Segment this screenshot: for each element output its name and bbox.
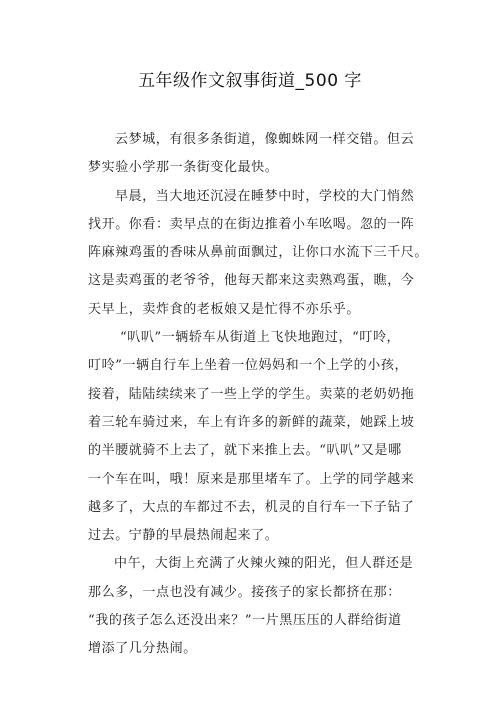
text-line: 阵麻辣鸡蛋的香味从鼻前面飘过，让你口水流下三千尺。 xyxy=(88,245,429,261)
text-line: 那么多，一点也没有减少。接孩子的家长都挤在那： xyxy=(88,584,401,600)
text-line: 中午，大街上充满了火辣火辣的阳光，但人群还是 xyxy=(114,556,414,572)
text-line: 这是卖鸡蛋的老爷爷，他每天都来这卖熟鸡蛋，瞧，今 xyxy=(88,273,415,289)
text-line: 早晨，当大地还沉浸在睡梦中时，学校的大门悄然 xyxy=(115,188,415,204)
text-line: 着三轮车骑过来，车上有许多的新鲜的蔬菜，她踩上坡 xyxy=(88,414,415,430)
text-line: “我的孩子怎么还没出来？”一片黑压压的人群给街道 xyxy=(88,613,402,629)
text-line: 的半腰就骑不上去了，就下来推上去。“叭叭”又是哪 xyxy=(88,443,402,459)
text-line: 越多了，大点的车都过不去，机灵的自行车一下子钻了 xyxy=(88,499,415,515)
document-title: 五年级作文叙事街道_500 字 xyxy=(138,71,362,91)
text-line: 天早上，卖炸食的老板娘又是忙得不亦乐乎。 xyxy=(88,301,361,317)
text-line: 一个车在叫，哦！原来是那里堵车了。上学的同学越来 xyxy=(88,471,415,487)
text-line: 叮呤”一辆自行车上坐着一位妈妈和一个上学的小孩， xyxy=(88,358,409,374)
text-line: 增添了几分热闹。 xyxy=(88,641,197,657)
text-line: 接着，陆陆续续来了一些上学的学生。卖菜的老奶奶拖 xyxy=(88,386,415,402)
text-line: 梦实验小学那一条街变化最快。 xyxy=(88,160,279,176)
text-line: “叭叭”一辆轿车从街道上飞快地跑过，“叮呤， xyxy=(120,330,401,346)
text-line: 过去。宁静的早晨热闹起来了。 xyxy=(88,528,279,544)
text-line: 云梦城，有很多条街道，像蜘蛛网一样交错。但云 xyxy=(115,132,415,147)
text-line: 找开。你看：卖早点的在街边推着小车吆喝。忽的一阵 xyxy=(88,216,415,232)
document-body xyxy=(88,126,429,664)
